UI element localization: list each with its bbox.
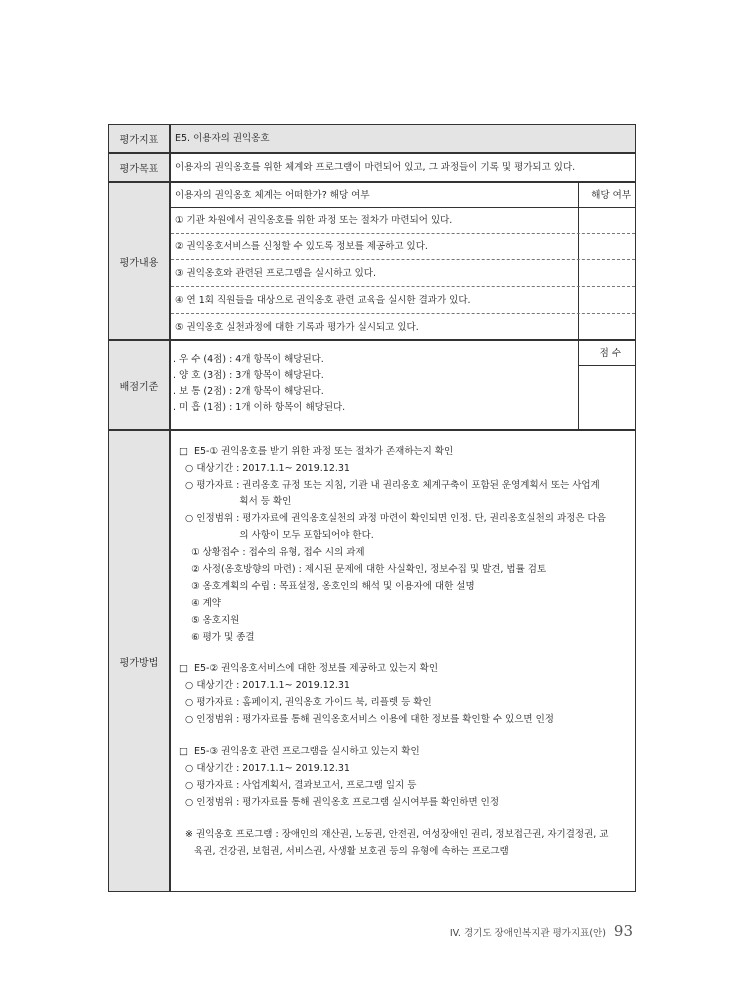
method-line: ① 상황접수 : 접수의 유형, 접수 시의 과제 — [179, 547, 365, 558]
evaluation-table — [108, 124, 636, 892]
indicator-row — [109, 125, 635, 152]
method-line: ⑥ 평가 및 종결 — [179, 632, 255, 643]
scoring-line-3: . 보 통 (2점) : 2개 항목이 해당된다. — [173, 386, 324, 397]
content-item-2: ② 권익옹호서비스를 신청할 수 있도록 정보를 제공하고 있다. — [175, 241, 428, 252]
content-item-5: ⑤ 권익옹호 실천과정에 대한 기록과 평가가 실시되고 있다. — [175, 322, 419, 333]
indicator-label: 평가지표 — [109, 125, 171, 152]
method-line: ② 사정(옹호방향의 마련) : 제시된 문제에 대한 사실확인, 정보수집 및 발견, 법률 검토 — [179, 564, 547, 575]
content-label: 평가내용 — [109, 183, 171, 339]
method-line: ○ 대상기간 : 2017.1.1~ 2019.12.31 — [179, 463, 350, 474]
page-number: 93 — [613, 922, 633, 940]
content-item-3: ③ 권익옹호와 관련된 프로그램을 실시하고 있다. — [175, 268, 376, 279]
method-line: □ E5-① 권익옹호를 받기 위한 과정 또는 절차가 존재하는지 확인 — [179, 446, 454, 457]
method-line: 육권, 건강권, 보험권, 서비스권, 사생활 보호권 등의 유형에 속하는 프로그램 — [179, 846, 509, 857]
method-line: ○ 대상기간 : 2017.1.1~ 2019.12.31 — [179, 763, 350, 774]
page-footer — [450, 922, 633, 940]
content-item-1: ① 기관 차원에서 권익옹호를 위한 과정 또는 절차가 마련되어 있다. — [175, 215, 453, 226]
method-line: ○ 평가자료 : 사업계획서, 결과보고서, 프로그램 일지 등 — [179, 780, 417, 791]
footer-text: IV. 경기도 장애인복지관 평가지표(안) — [449, 928, 606, 939]
method-body — [171, 431, 635, 891]
scoring-label: 배점기준 — [109, 341, 171, 429]
method-line: ○ 인정범위 : 평가자료에 권익옹호실천의 과정 마련이 확인되면 인정. 단, 권리옹호실천의 과정은 다음 — [179, 513, 606, 524]
content-row — [109, 183, 635, 339]
method-line: 획서 등 확인 — [179, 496, 292, 507]
method-line: ○ 인정범위 : 평가자료를 통해 권익옹호서비스 이용에 대한 정보를 확인할 수 있으면 인정 — [179, 714, 554, 725]
scoring-line-4: . 미 흡 (1점) : 1개 이하 항목이 해당된다. — [173, 402, 346, 413]
content-question: 이용자의 권익옹호 체계는 어떠한가? 해당 여부 — [175, 190, 370, 201]
goal-label: 평가목표 — [109, 154, 171, 181]
method-line: ③ 옹호계획의 수립 : 목표설정, 옹호인의 해석 및 이용자에 대한 설명 — [179, 581, 475, 592]
applicability-header: 해당 여부 — [591, 190, 631, 201]
method-line: ※ 권익옹호 프로그램 : 장애인의 재산권, 노동권, 안전권, 여성장애인 권리, 정보접근권, 자기결정권, 교 — [179, 829, 609, 840]
content-item-4: ④ 연 1회 직원들을 대상으로 권익옹호 관련 교육을 실시한 결과가 있다. — [175, 295, 471, 306]
method-row — [109, 431, 635, 891]
scoring-line-2: . 양 호 (3점) : 3개 항목이 해당된다. — [173, 370, 324, 381]
goal-value: 이용자의 권익옹호를 위한 체계와 프로그램이 마련되어 있고, 그 과정들이 기록 및 평가되고 있다. — [175, 162, 576, 173]
scoring-row — [109, 341, 635, 429]
indicator-value: E5. 이용자의 권익옹호 — [175, 133, 270, 144]
goal-row — [109, 154, 635, 181]
method-line: ⑤ 옹호지원 — [179, 615, 240, 626]
method-label: 평가방법 — [109, 431, 171, 891]
method-line: ○ 인정범위 : 평가자료를 통해 권익옹호 프로그램 실시여부를 확인하면 인정 — [179, 797, 500, 808]
method-line: □ E5-② 권익옹호서비스에 대한 정보를 제공하고 있는지 확인 — [179, 663, 439, 674]
method-line: ○ 평가자료 : 권리옹호 규정 또는 지침, 기관 내 권리옹호 체계구축이 포함된 운영계획서 또는 사업계 — [179, 480, 600, 491]
method-line: ○ 평가자료 : 홈페이지, 권익옹호 가이드 북, 리플렛 등 확인 — [179, 697, 432, 708]
method-line: □ E5-③ 권익옹호 관련 프로그램을 실시하고 있는지 확인 — [179, 746, 420, 757]
scoring-line-1: . 우 수 (4점) : 4개 항목이 해당된다. — [173, 354, 324, 365]
score-header: 점 수 — [599, 348, 621, 359]
method-line: 의 사항이 모두 포함되어야 한다. — [179, 530, 374, 541]
method-line: ○ 대상기간 : 2017.1.1~ 2019.12.31 — [179, 680, 350, 691]
method-line: ④ 계약 — [179, 598, 221, 609]
